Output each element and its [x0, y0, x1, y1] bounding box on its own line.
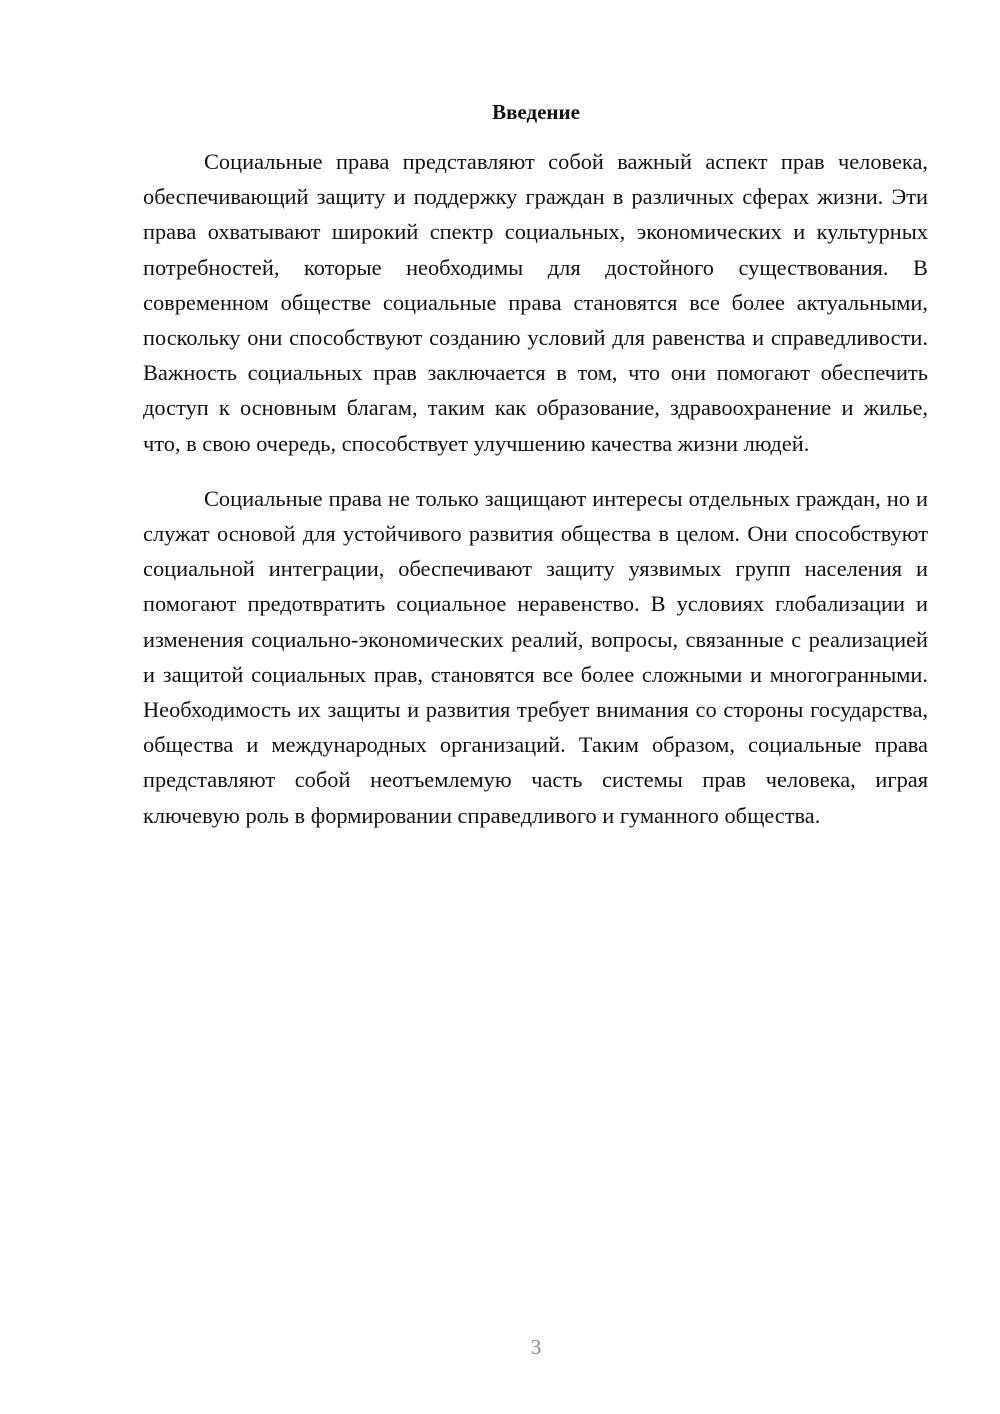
paragraph-1: Социальные права представляют собой важный аспект прав человека, обеспечивающий защиту и поддержку граждан в различных сферах жизни. Эти права охватывают широкий спектр социальных, экономических и культурных потребностей, которые необходимы для достойного существования. В современном обществе социальные права становятся все более актуальными, поскольку они способствуют созданию условий для равенства и справедливости. Важность социальных прав заключается в том, что они помогают обеспечить доступ к основным благам, таким как образование, здравоохранение и жилье, что, в свою очередь, способствует улучшению качества жизни людей. — [143, 149, 928, 456]
page-heading: Введение — [492, 100, 580, 124]
body-text — [143, 144, 928, 833]
paragraph-2: Социальные права не только защищают интересы отдельных граждан, но и служат основой для устойчивого развития общества в целом. Они способствуют социальной интеграции, обеспечивают защиту уязвимых групп населения и помогают предотвратить социальное неравенство. В условиях глобализации и изменения социально-экономических реалий, вопросы, связанные с реализацией и защитой социальных прав, становятся все более сложными и многогранными. Необходимость их защиты и развития требует внимания со стороны государства, общества и международных организаций. Таким образом, социальные права представляют собой неотъемлемую часть системы прав человека, играя ключевую роль в формировании справедливого и гуманного общества. — [143, 485, 928, 828]
page-number: 3 — [530, 1335, 542, 1359]
